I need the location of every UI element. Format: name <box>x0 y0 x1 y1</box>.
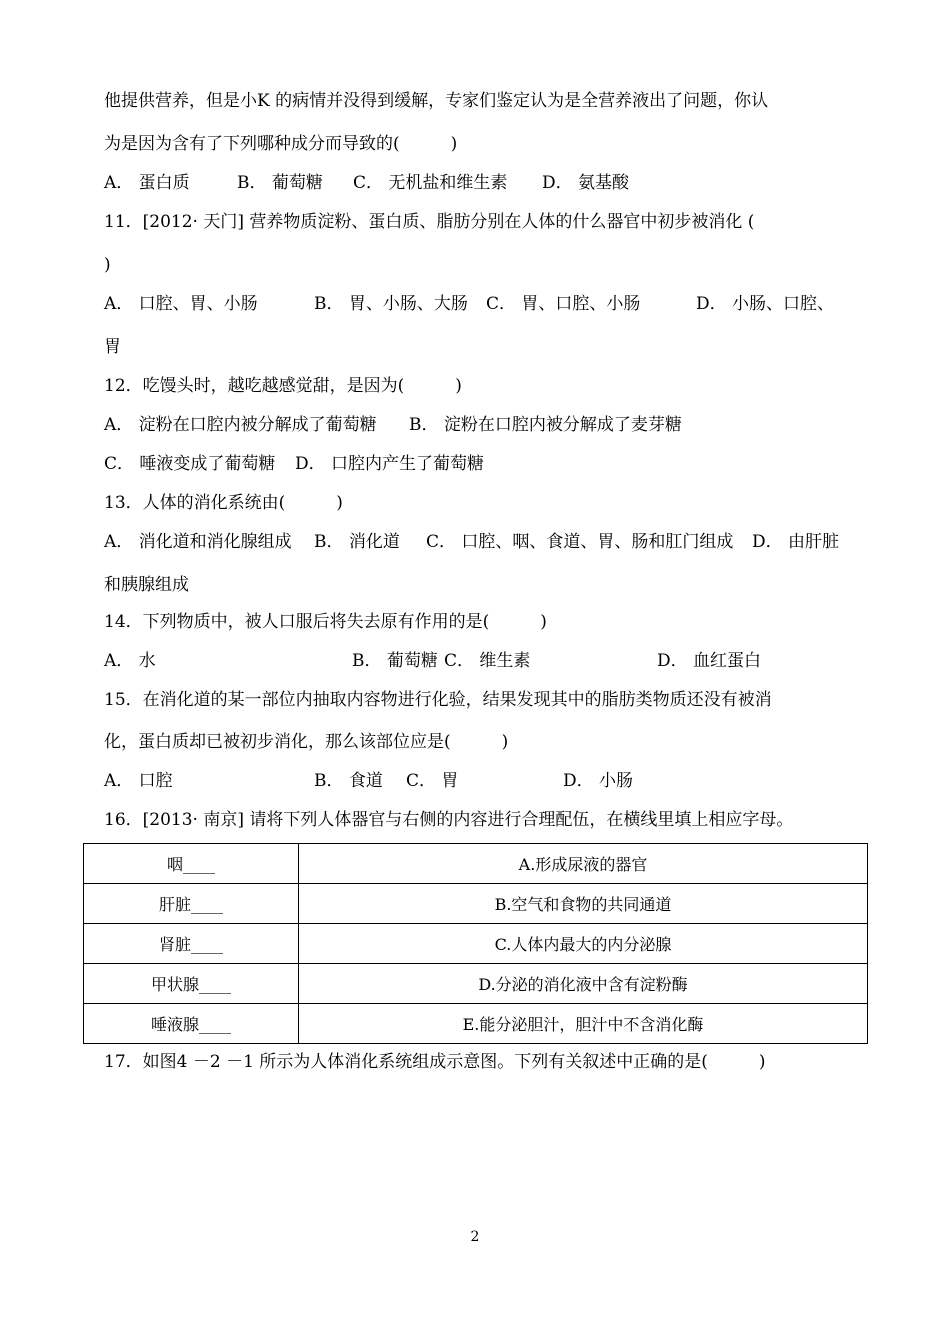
q13-option-b: B． 消化道 <box>314 532 400 552</box>
q14-option-d: D． 血红蛋白 <box>657 651 762 671</box>
q11-line-2: ) <box>104 255 111 275</box>
q11-option-d: D． 小肠、口腔、 <box>696 294 835 314</box>
table-row <box>84 884 868 924</box>
organ-cell: 肝脏____ <box>84 884 299 924</box>
q15-option-b: B． 食道 <box>314 771 383 791</box>
q10-line-2: 为是因为含有了下列哪种成分而导致的( ) <box>104 134 458 154</box>
q10-option-b: B． 葡萄糖 <box>237 173 323 193</box>
q15-line-1: 15．在消化道的某一部位内抽取内容物进行化验，结果发现其中的脂肪类物质还没有被消 <box>104 690 772 710</box>
table-row <box>84 1004 868 1044</box>
page-number: 2 <box>470 1229 480 1245</box>
organ-cell: 咽____ <box>84 844 299 884</box>
description-cell: D.分泌的消化液中含有淀粉酶 <box>299 964 868 1004</box>
q14-option-a: A． 水 <box>104 651 156 671</box>
q10-option-a: A． 蛋白质 <box>104 173 190 193</box>
q10-option-c: C． 无机盐和维生素 <box>353 173 508 193</box>
q16-stem: 16．[2013· 南京] 请将下列人体器官与右侧的内容进行合理配伍，在横线里填上相应字母。 <box>104 810 794 830</box>
q13-option-a: A． 消化道和消化腺组成 <box>104 532 292 552</box>
organ-cell: 唾液腺____ <box>84 1004 299 1044</box>
matching-table <box>83 843 868 1044</box>
q11-option-d-continued: 胃 <box>104 337 121 357</box>
q13-option-d: D． 由肝脏 <box>752 532 840 552</box>
q15-option-d: D． 小肠 <box>563 771 634 791</box>
q12-option-b: B． 淀粉在口腔内被分解成了麦芽糖 <box>409 415 682 435</box>
q12-option-a: A． 淀粉在口腔内被分解成了葡萄糖 <box>104 415 377 435</box>
table-row <box>84 844 868 884</box>
q15-option-a: A． 口腔 <box>104 771 173 791</box>
q11-option-c: C． 胃、口腔、小肠 <box>486 294 641 314</box>
q11-line-1: 11．[2012· 天门] 营养物质淀粉、蛋白质、脂肪分别在人体的什么器官中初步被消化 ( <box>104 212 755 232</box>
q11-option-a: A． 口腔、胃、小肠 <box>104 294 258 314</box>
table-row <box>84 964 868 1004</box>
q13-option-c: C． 口腔、咽、食道、胃、肠和肛门组成 <box>426 532 734 552</box>
description-cell: C.人体内最大的内分泌腺 <box>299 924 868 964</box>
q14-option-b: B． 葡萄糖 <box>352 651 438 671</box>
q14-option-c: C． 维生素 <box>444 651 531 671</box>
q12-option-c: C． 唾液变成了葡萄糖 <box>104 454 276 474</box>
q10-option-d: D． 氨基酸 <box>542 173 630 193</box>
q17-stem: 17．如图4 －2 －1 所示为人体消化系统组成示意图。下列有关叙述中正确的是( ) <box>104 1052 766 1072</box>
q12-stem: 12．吃馒头时，越吃越感觉甜，是因为( ) <box>104 376 462 396</box>
q14-stem: 14．下列物质中，被人口服后将失去原有作用的是( ) <box>104 612 547 632</box>
q15-line-2: 化，蛋白质却已被初步消化，那么该部位应是( ) <box>104 732 509 752</box>
description-cell: B.空气和食物的共同通道 <box>299 884 868 924</box>
q11-option-b: B． 胃、小肠、大肠 <box>314 294 468 314</box>
q13-option-d-continued: 和胰腺组成 <box>104 575 189 595</box>
organ-cell: 肾脏____ <box>84 924 299 964</box>
q10-line-1: 他提供营养，但是小K 的病情并没得到缓解，专家们鉴定认为是全营养液出了问题，你认 <box>104 91 769 111</box>
q15-option-c: C． 胃 <box>406 771 459 791</box>
q12-option-d: D． 口腔内产生了葡萄糖 <box>295 454 485 474</box>
organ-cell: 甲状腺____ <box>84 964 299 1004</box>
description-cell: E.能分泌胆汁，胆汁中不含消化酶 <box>299 1004 868 1044</box>
q13-stem: 13．人体的消化系统由( ) <box>104 493 343 513</box>
table-row <box>84 924 868 964</box>
description-cell: A.形成尿液的器官 <box>299 844 868 884</box>
